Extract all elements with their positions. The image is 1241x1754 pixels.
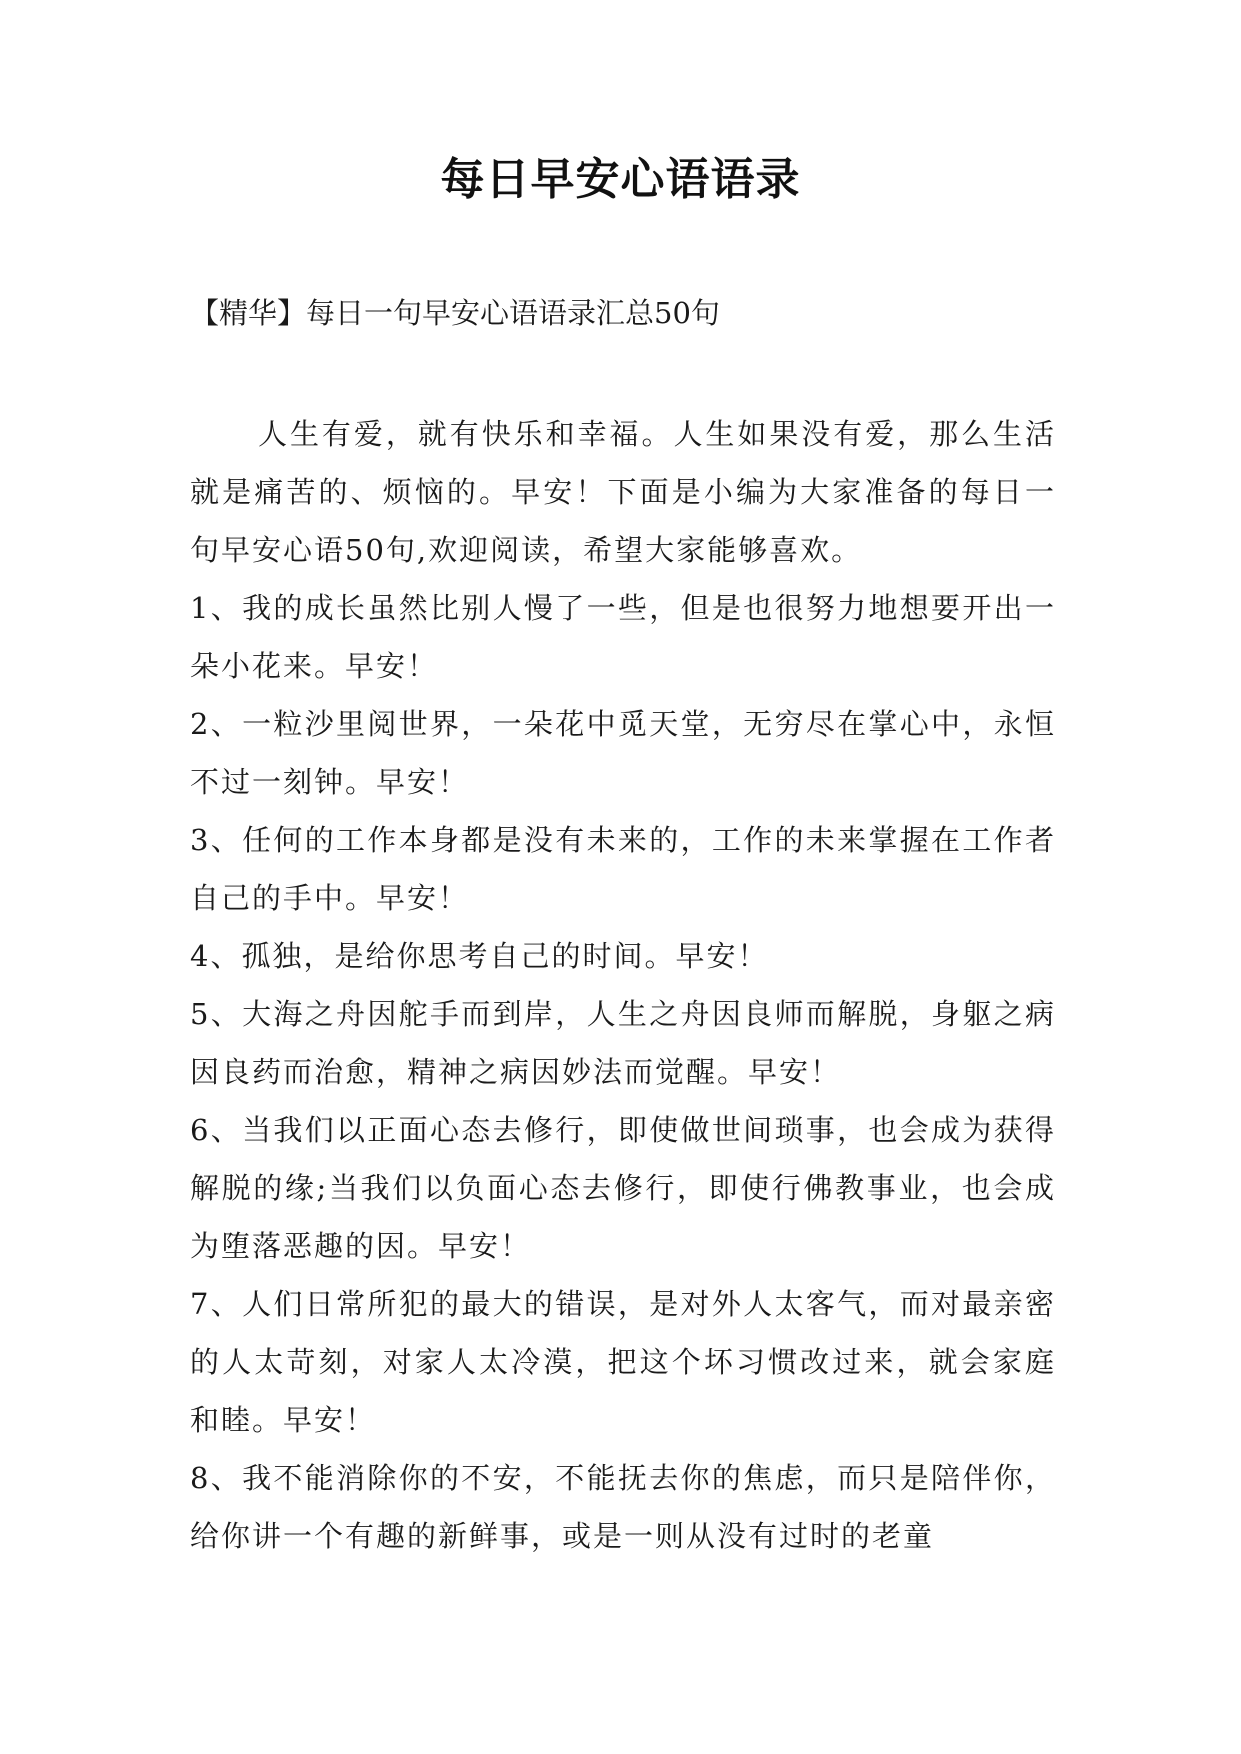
quote-item-7: 7、人们日常所犯的最大的错误，是对外人太客气，而对最亲密的人太苛刻，对家人太冷漠，把这个坏习惯改过来，就会家庭和睦。早安！ bbox=[190, 1287, 1056, 1437]
quote-item-5: 5、大海之舟因舵手而到岸，人生之舟因良师而解脱，身躯之病因良药而治愈，精神之病因妙法而觉醒。早安！ bbox=[190, 997, 1056, 1089]
quote-item-6: 6、当我们以正面心态去修行，即使做世间琐事，也会成为获得解脱的缘;当我们以负面心态去修行，即使行佛教事业，也会成为堕落恶趣的因。早安！ bbox=[190, 1113, 1056, 1263]
quote-item-8: 8、我不能消除你的不安，不能抚去你的焦虑，而只是陪伴你，给你讲一个有趣的新鲜事，或是一则从没有过时的老童 bbox=[190, 1461, 1056, 1553]
quote-item-4: 4、孤独，是给你思考自己的时间。早安！ bbox=[190, 939, 769, 973]
document-subtitle: 【精华】每日一句早安心语语录汇总50句 bbox=[190, 296, 720, 330]
document-body bbox=[190, 405, 1056, 1565]
quote-item-1: 1、我的成长虽然比别人慢了一些，但是也很努力地想要开出一朵小花来。早安！ bbox=[190, 591, 1056, 683]
document-title: 每日早安心语语录 bbox=[440, 154, 801, 205]
quote-item-3: 3、任何的工作本身都是没有未来的，工作的未来掌握在工作者自己的手中。早安！ bbox=[190, 823, 1056, 915]
intro-paragraph: 人生有爱，就有快乐和幸福。人生如果没有爱，那么生活就是痛苦的、烦恼的。早安！下面是小编为大家准备的每日一句早安心语50句,欢迎阅读，希望大家能够喜欢。 bbox=[190, 417, 1056, 567]
quote-item-2: 2、一粒沙里阅世界，一朵花中觅天堂，无穷尽在掌心中，永恒不过一刻钟。早安！ bbox=[190, 707, 1056, 799]
